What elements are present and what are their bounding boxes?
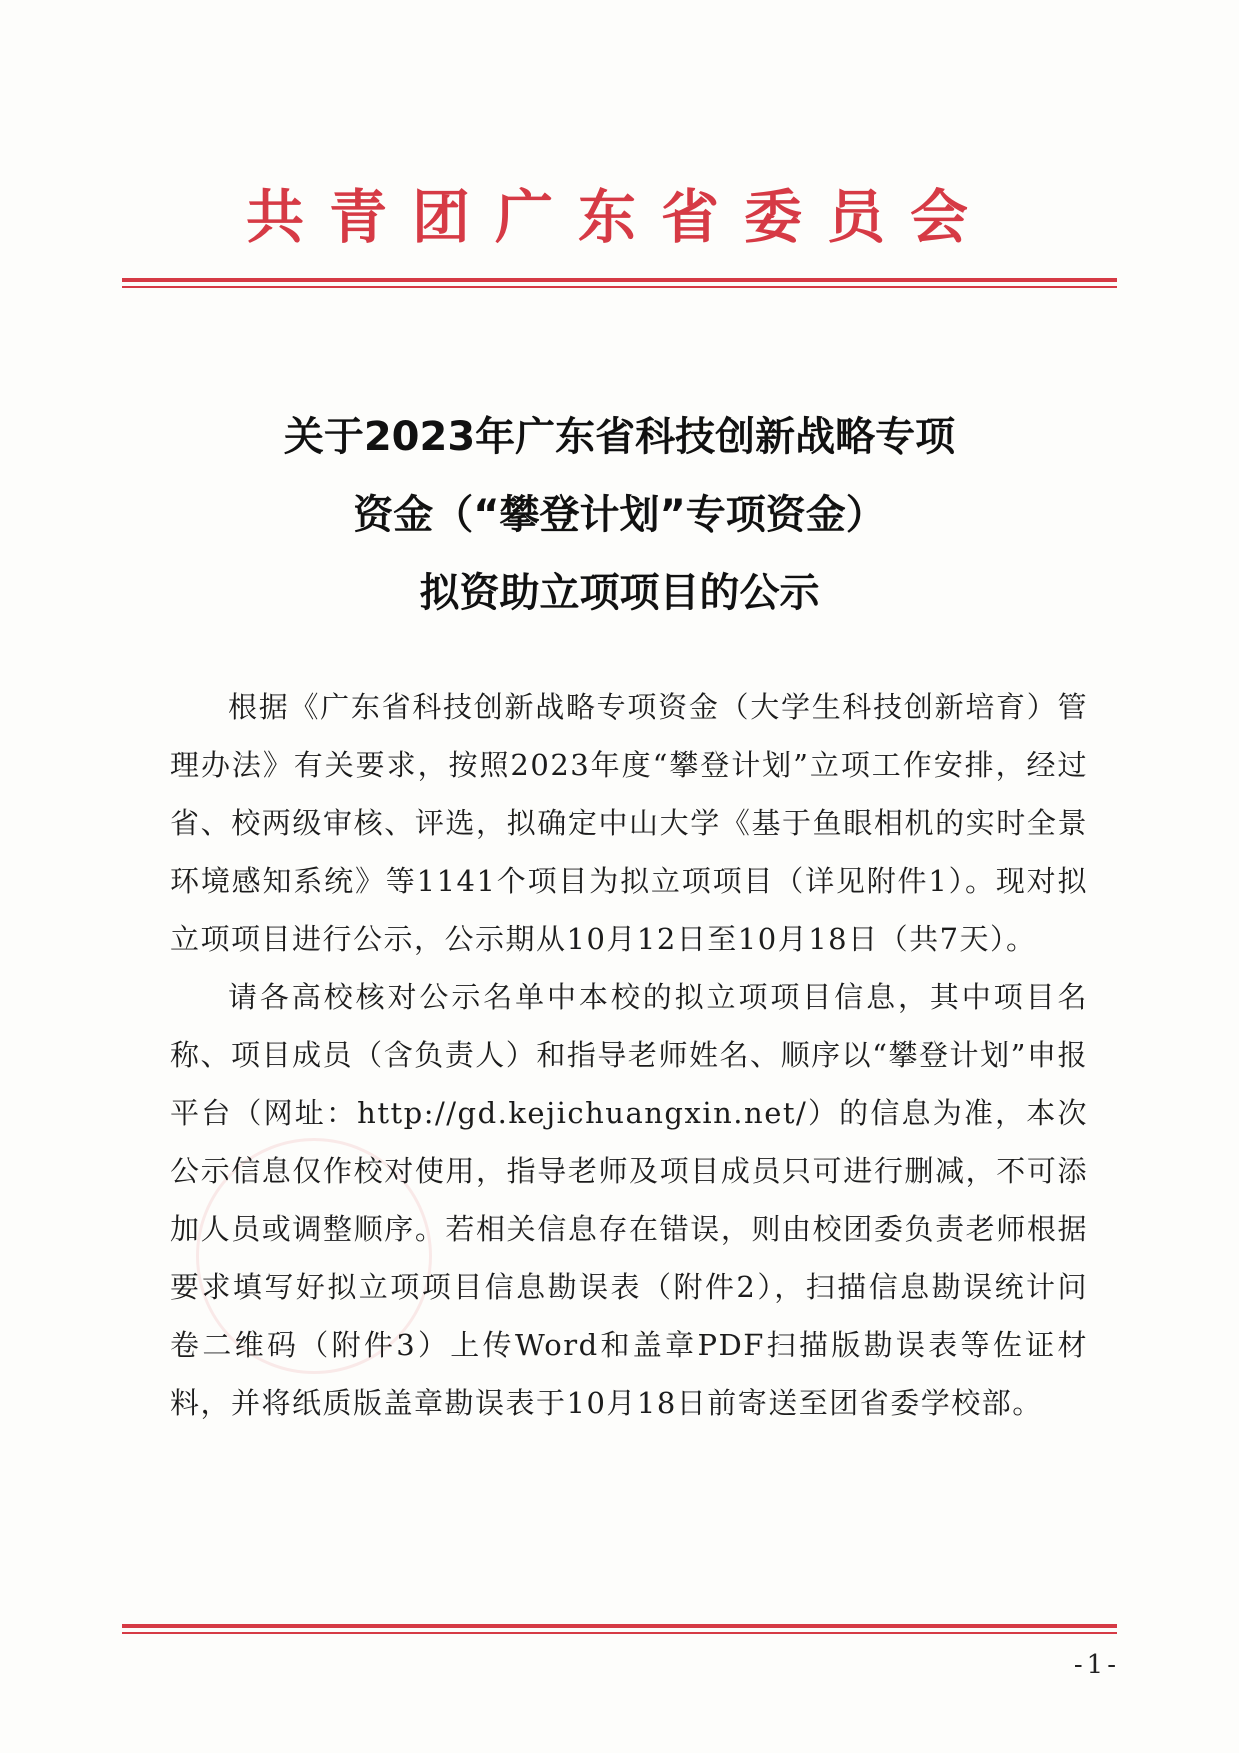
footer-divider [122,1624,1117,1634]
document-body [170,678,1088,1432]
document-title [122,398,1117,632]
title-line-2: 资金（“攀登计划”专项资金） [353,492,886,538]
title-line-3: 拟资助立项项目的公示 [419,570,820,616]
organization-header: 共青团广东省委员会 [245,183,993,251]
footer-divider-thin-line [122,1632,1117,1634]
header-divider-thin-line [122,286,1117,288]
body-paragraph-1: 根据《广东省科技创新战略专项资金（大学生科技创新培育）管理办法》有关要求，按照2023年度“攀登计划”立项工作安排，经过省、校两级审核、评选，拟确定中山大学《基于鱼眼相机的实时全景环境感知系统》等1141个项目为拟立项项目（详见附件1）。现对拟立项项目进行公示，公示期从10月12日至10月18日（共7天）。 [170,690,1088,956]
page-number: -1- [1073,1650,1120,1680]
header-divider-thick-line [122,278,1117,282]
footer-divider-thick-line [122,1624,1117,1628]
body-paragraph-2: 请各高校核对公示名单中本校的拟立项项目信息，其中项目名称、项目成员（含负责人）和指导老师姓名、顺序以“攀登计划”申报平台（网址：http://gd.kejichuangxin.net/）的信息为准，本次公示信息仅作校对使用，指导老师及项目成员只可进行删减，不可添加人员或调整顺序。若相关信息存在错误，则由校团委负责老师根据要求填写好拟立项项目信息勘误表（附件2），扫描信息勘误统计问卷二维码（附件3）上传Word和盖章PDF扫描版勘误表等佐证材料，并将纸质版盖章勘误表于10月18日前寄送至团省委学校部。 [170,980,1088,1420]
title-line-1: 关于2023年广东省科技创新战略专项 [283,414,956,460]
header-divider [122,278,1117,288]
